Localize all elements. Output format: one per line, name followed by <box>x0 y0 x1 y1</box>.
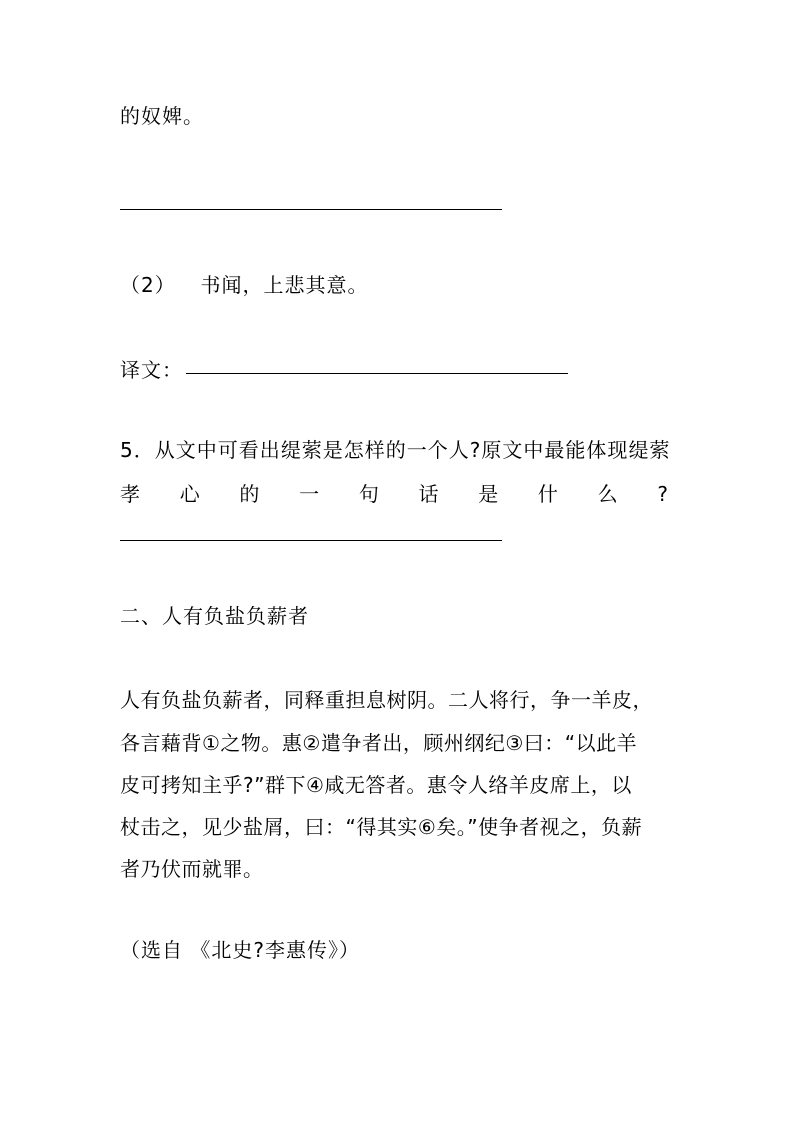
source-citation: （选自 《北史?李惠传》） <box>120 938 360 962</box>
question-5-line-2 <box>120 482 668 506</box>
question-2-line <box>120 273 368 297</box>
passage-line: 者乃伏而就罪。 <box>120 857 264 881</box>
q5-char: 的 <box>239 482 260 506</box>
q5-char: 一 <box>299 482 320 506</box>
q5-char: 孝 <box>120 482 140 506</box>
q5-char: 是 <box>478 482 499 506</box>
q5-char: 什 <box>537 482 558 506</box>
passage-line: 皮可拷知主乎?”群下④咸无答者。惠令人络羊皮席上，以 <box>120 773 632 797</box>
passage-line: 杖击之，见少盐屑，曰：“得其实⑥矣。”使争者视之，负薪 <box>120 815 643 839</box>
q5-char: 心 <box>179 482 200 506</box>
q5-char: 句 <box>358 482 379 506</box>
passage-line: 人有负盐负薪者，同释重担息树阴。二人将行，争一羊皮， <box>120 688 653 712</box>
question-2-label: （2） <box>120 273 176 297</box>
question-2-text: 书闻，上悲其意。 <box>200 273 369 297</box>
text-line-continuation: 的奴婢。 <box>120 104 204 128</box>
q5-char: 么 <box>597 482 618 506</box>
question-5-line-1: 5．从文中可看出缇萦是怎样的一个人?原文中最能体现缇萦 <box>120 438 671 462</box>
answer-blank-line-2 <box>186 373 568 374</box>
q5-char: 话 <box>418 482 439 506</box>
passage-line: 各言藉背①之物。惠②遣争者出，顾州纲纪③曰：“以此羊 <box>120 731 638 755</box>
answer-blank-line-3 <box>120 540 502 541</box>
section-2-title: 二、人有负盐负薪者 <box>120 604 309 628</box>
q5-char: ? <box>657 482 668 506</box>
translation-label: 译文： <box>120 358 183 382</box>
answer-blank-line-1 <box>120 209 502 210</box>
